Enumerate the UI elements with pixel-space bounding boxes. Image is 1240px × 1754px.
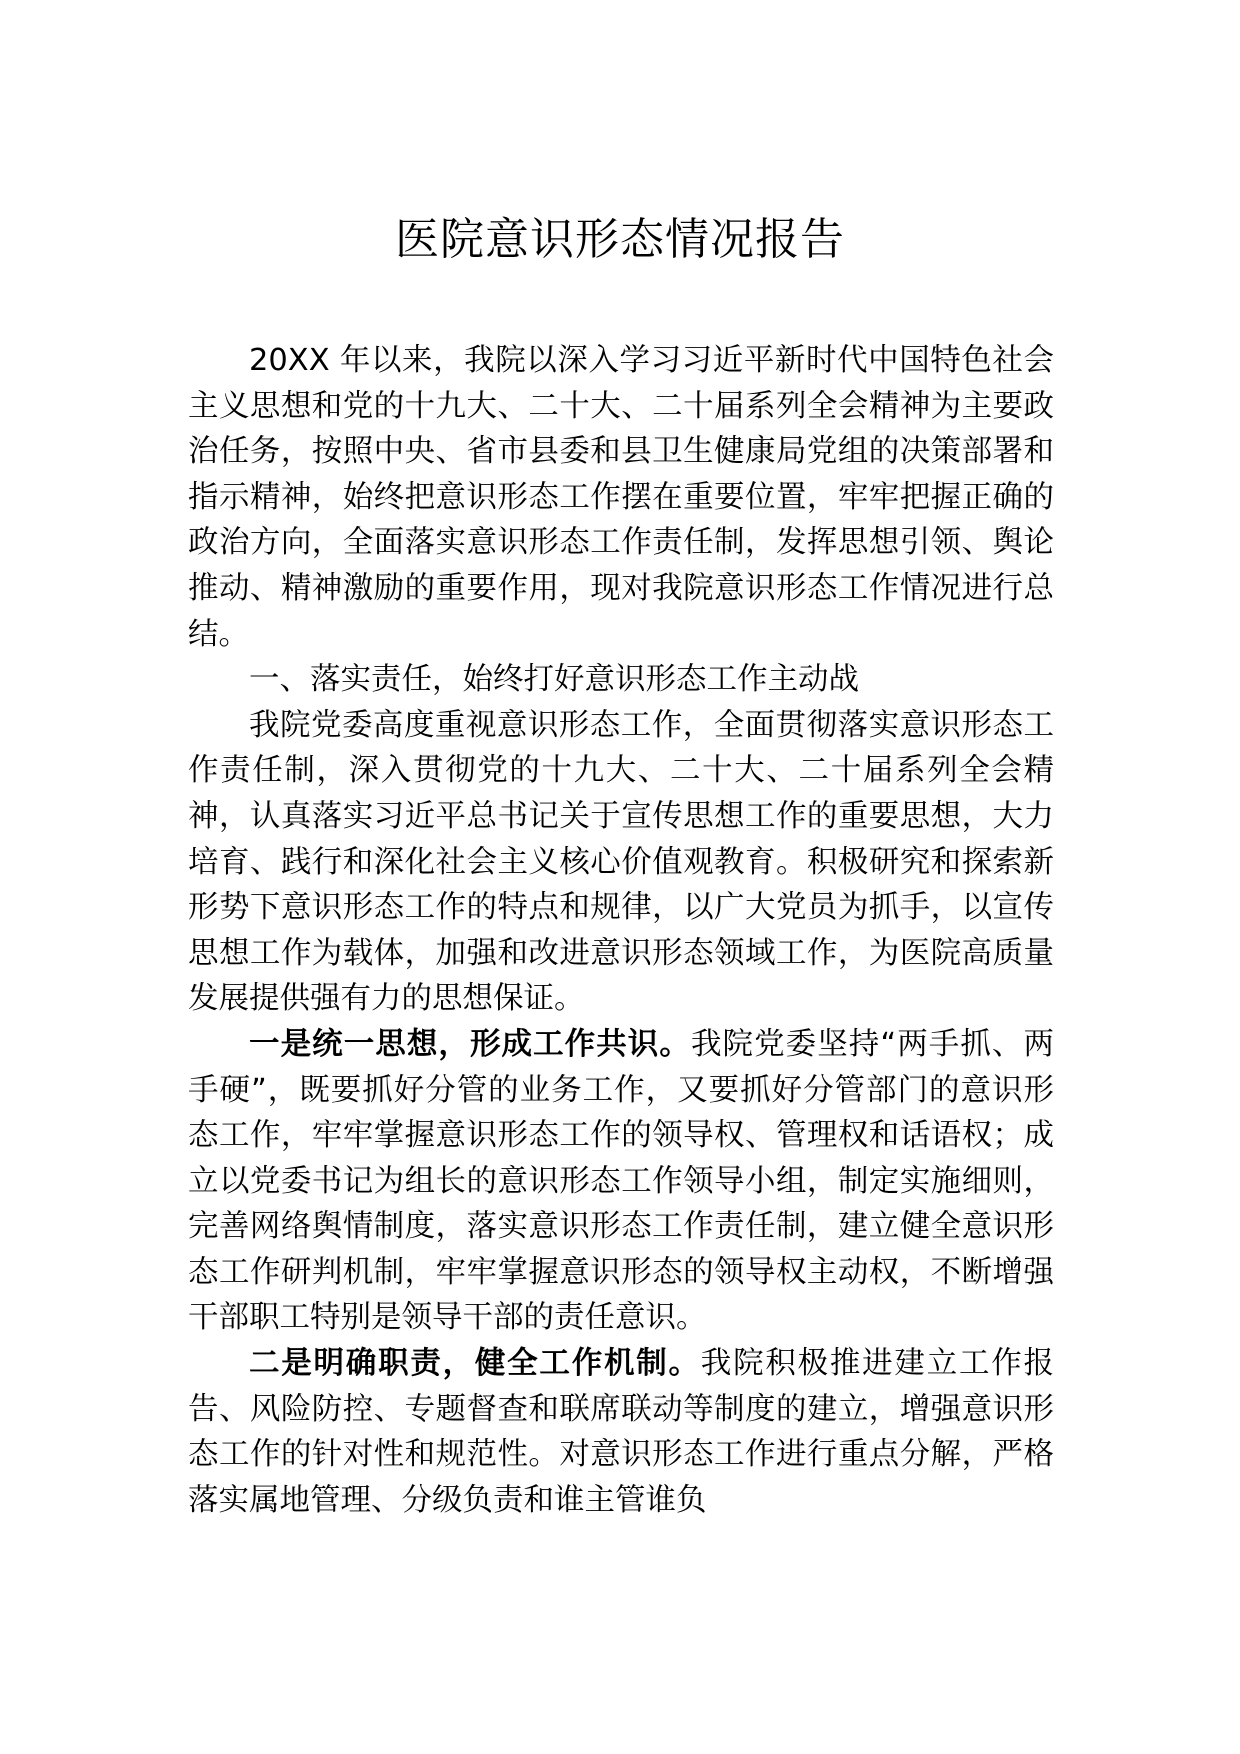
paragraph-intro (188, 338, 1054, 657)
paragraph-point-2 (188, 1341, 1054, 1523)
paragraph-text: 我院党委高度重视意识形态工作，全面贯彻落实意识形态工作责任制，深入贯彻党的十九大、二十大、二十届系列全会精神，认真落实习近平总书记关于宣传思想工作的重要思想，大力培育、践行和深化社会主义核心价值观教育。积极研究和探索新形势下意识形态工作的特点和规律，以广大党员为抓手，以宣传思想工作为载体，加强和改进意识形态领域工作，为医院高质量发展提供强有力的思想保证。 (188, 707, 1054, 1017)
paragraph-text: 我院积极推进建立工作报告、风险防控、专题督查和联席联动等制度的建立，增强意识形态工作的针对性和规范性。对意识形态工作进行重点分解，严格落实属地管理、分级负责和谁主管谁负 (188, 1346, 1055, 1518)
paragraph-lead: 二是明确职责，健全工作机制。 (249, 1346, 701, 1382)
paragraph-text: 一、落实责任，始终打好意识形态工作主动战 (249, 662, 859, 698)
paragraph-section-1-overview (188, 703, 1054, 1022)
paragraph-lead: 一是统一思想，形成工作共识。 (249, 1026, 691, 1062)
paragraph-point-1 (188, 1022, 1054, 1341)
document-body (188, 338, 1054, 1523)
paragraph-text: 我院党委坚持“两手抓、两手硬”，既要抓好分管的业务工作，又要抓好分管部门的意识形态工作，牢牢掌握意识形态工作的领导权、管理权和话语权；成立以党委书记为组长的意识形态工作领导小组，制定实施细则，完善网络舆情制度，落实意识形态工作责任制，建立健全意识形态工作研判机制，牢牢掌握意识形态的领导权主动权，不断增强干部职工特别是领导干部的责任意识。 (188, 1026, 1054, 1336)
section-heading-1 (188, 657, 1054, 703)
document-title: 医院意识形态情况报告 (395, 214, 845, 265)
paragraph-text: 20XX 年以来，我院以深入学习习近平新时代中国特色社会主义思想和党的十九大、二十大、二十届系列全会精神为主要政治任务，按照中央、省市县委和县卫生健康局党组的决策部署和指示精神，始终把意识形态工作摆在重要位置，牢牢把握正确的政治方向，全面落实意识形态工作责任制，发挥思想引领、舆论推动、精神激励的重要作用，现对我院意识形态工作情况进行总结。 (188, 343, 1054, 652)
